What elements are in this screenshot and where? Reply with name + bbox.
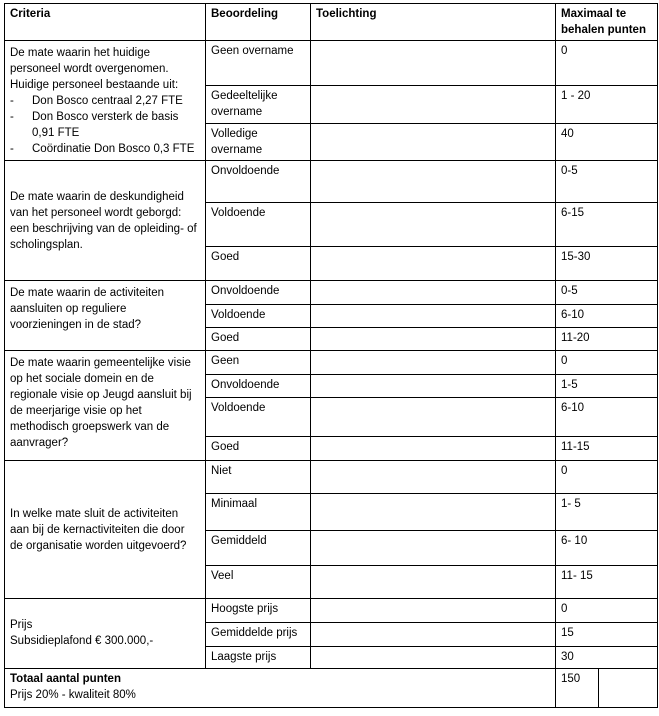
points-cell: 6-10 (556, 398, 658, 437)
points-cell: 6-10 (556, 305, 658, 328)
points-cell: 15 (556, 623, 658, 647)
toelichting-cell[interactable] (311, 531, 556, 566)
totals-row (5, 669, 658, 707)
criterion-price (5, 599, 206, 669)
toelichting-cell[interactable] (311, 375, 556, 398)
toelichting-cell[interactable] (311, 328, 556, 351)
toelichting-cell[interactable] (311, 203, 556, 247)
rating-cell: Onvoldoende (206, 161, 311, 203)
points-cell: 0 (556, 599, 658, 623)
points-cell: 1- 5 (556, 494, 658, 531)
table-row (5, 281, 658, 305)
criterion-expertise: De mate waarin de deskundigheid van het personeel wordt geborgd: een beschrijving van de opleiding- of scholingsplan. (5, 161, 206, 281)
toelichting-cell[interactable] (311, 623, 556, 647)
rating-cell: Goed (206, 247, 311, 281)
points-cell: 0-5 (556, 161, 658, 203)
header-criteria: Criteria (5, 4, 206, 41)
rating-cell: Voldoende (206, 305, 311, 328)
criteria-table (4, 3, 658, 669)
rating-cell: Onvoldoende (206, 281, 311, 305)
rating-cell: Niet (206, 461, 311, 494)
toelichting-cell[interactable] (311, 86, 556, 124)
scoring-document (4, 3, 657, 708)
table-row (5, 161, 658, 203)
fte-item: - Coördinatie Don Bosco 0,3 FTE (10, 141, 200, 157)
table-row (5, 599, 658, 623)
rating-cell: Voldoende (206, 398, 311, 437)
rating-cell: Gemiddeld (206, 531, 311, 566)
rating-cell: Geen (206, 351, 311, 375)
points-cell: 6- 10 (556, 531, 658, 566)
price-label: Prijs (10, 619, 33, 631)
points-cell: 0 (556, 41, 658, 86)
toelichting-cell[interactable] (311, 647, 556, 669)
header-row (5, 4, 658, 41)
fte-list (10, 93, 200, 157)
toelichting-cell[interactable] (311, 494, 556, 531)
rating-cell: Onvoldoende (206, 375, 311, 398)
toelichting-cell[interactable] (311, 398, 556, 437)
points-cell: 30 (556, 647, 658, 669)
toelichting-cell[interactable] (311, 124, 556, 161)
toelichting-cell[interactable] (311, 599, 556, 623)
subsidy-ceiling: Subsidieplafond € 300.000,- (10, 635, 154, 647)
toelichting-cell[interactable] (311, 566, 556, 599)
fte-item: - Don Bosco centraal 2,27 FTE (10, 93, 200, 109)
table-row (5, 351, 658, 375)
rating-cell: Hoogste prijs (206, 599, 311, 623)
table-row (5, 461, 658, 494)
total-points: 150 (556, 669, 599, 707)
price-quality-weighting: Prijs 20% - kwaliteit 80% (10, 689, 136, 701)
header-toelichting: Toelichting (311, 4, 556, 41)
rating-cell: Volledige overname (206, 124, 311, 161)
points-cell: 1 - 20 (556, 86, 658, 124)
points-cell: 11-20 (556, 328, 658, 351)
rating-cell: Minimaal (206, 494, 311, 531)
points-cell: 0-5 (556, 281, 658, 305)
points-cell: 15-30 (556, 247, 658, 281)
points-cell: 40 (556, 124, 658, 161)
total-label: Totaal aantal punten (10, 673, 121, 685)
rating-cell: Gemiddelde prijs (206, 623, 311, 647)
totals-table (4, 669, 658, 708)
toelichting-cell[interactable] (311, 351, 556, 375)
toelichting-cell[interactable] (311, 41, 556, 86)
rating-cell: Goed (206, 328, 311, 351)
table-row (5, 41, 658, 86)
criterion-city-facilities: De mate waarin de activiteiten aansluiten op reguliere voorzieningen in de stad? (5, 281, 206, 351)
toelichting-cell[interactable] (311, 161, 556, 203)
rating-cell: Veel (206, 566, 311, 599)
toelichting-cell[interactable] (311, 247, 556, 281)
toelichting-cell[interactable] (311, 437, 556, 461)
criterion-intro: De mate waarin het huidige personeel wordt overgenomen. Huidige personeel bestaande uit: (10, 47, 179, 91)
rating-cell: Gedeeltelijke overname (206, 86, 311, 124)
points-cell: 0 (556, 461, 658, 494)
rating-cell: Geen overname (206, 41, 311, 86)
total-extra-cell[interactable] (599, 669, 658, 707)
toelichting-cell[interactable] (311, 461, 556, 494)
header-beoordeling: Beoordeling (206, 4, 311, 41)
points-cell: 0 (556, 351, 658, 375)
points-cell: 1-5 (556, 375, 658, 398)
toelichting-cell[interactable] (311, 281, 556, 305)
rating-cell: Voldoende (206, 203, 311, 247)
points-cell: 11- 15 (556, 566, 658, 599)
criterion-core-activities: In welke mate sluit de activiteiten aan bij de kernactiviteiten die door de organisatie worden uitgevoerd? (5, 461, 206, 599)
rating-cell: Laagste prijs (206, 647, 311, 669)
points-cell: 6-15 (556, 203, 658, 247)
points-cell: 11-15 (556, 437, 658, 461)
header-maximaal: Maximaal te behalen punten (556, 4, 658, 41)
toelichting-cell[interactable] (311, 305, 556, 328)
rating-cell: Goed (206, 437, 311, 461)
criterion-municipal-vision: De mate waarin gemeentelijke visie op het sociale domein en de regionale visie op Jeugd aansluit bij de meerjarige visie op het methodisch groepswerk van de aanvrager? (5, 351, 206, 461)
fte-item: - Don Bosco versterk de basis 0,91 FTE (10, 109, 200, 141)
totals-label-cell (5, 669, 556, 707)
criterion-personnel-takeover (5, 41, 206, 161)
